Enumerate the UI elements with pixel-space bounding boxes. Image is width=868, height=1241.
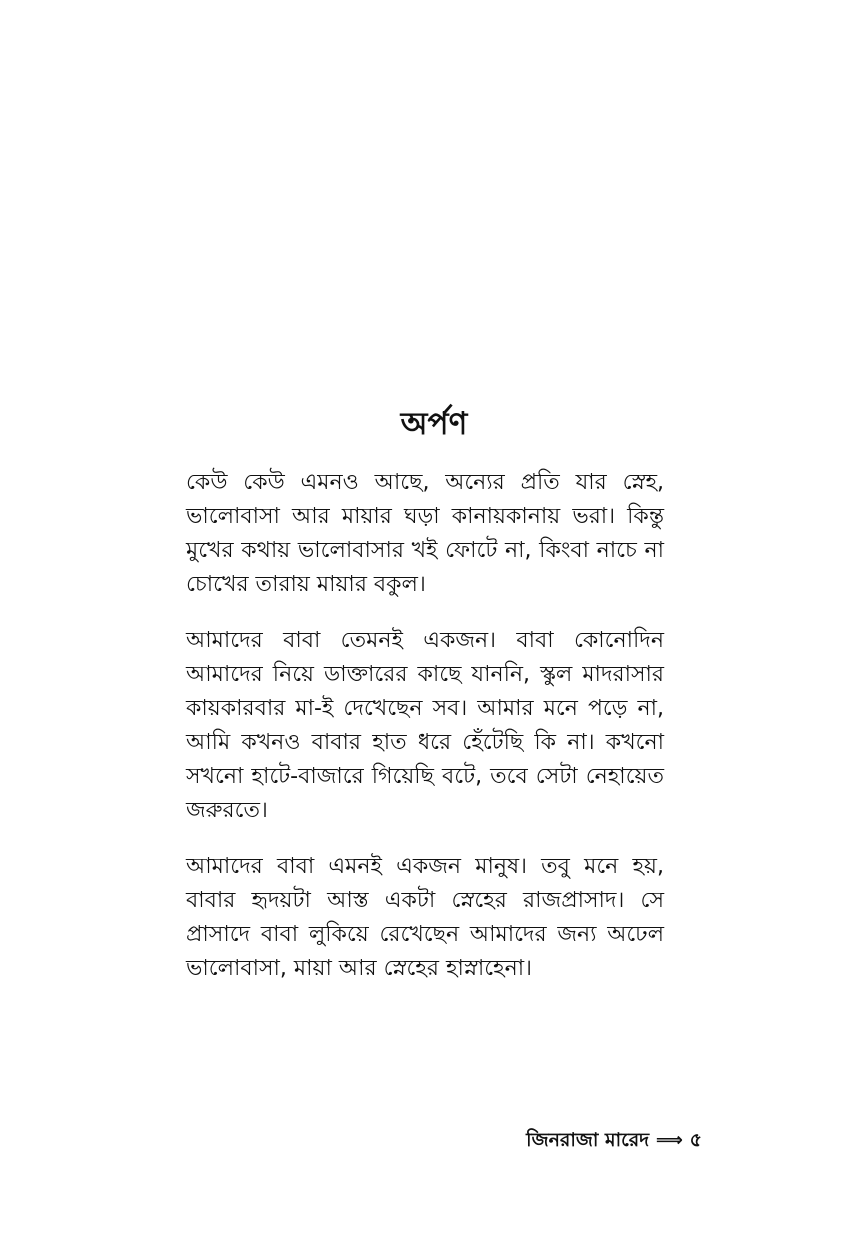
dedication-body xyxy=(186,466,664,1008)
page-number: ৫ xyxy=(689,1129,702,1151)
page-footer xyxy=(526,1126,702,1154)
paragraph-2: আমাদের বাবা তেমনই একজন। বাবা কোনোদিন আমাদের নিয়ে ডাক্তারের কাছে যাননি, স্কুল মাদরাসার কায়কারবার মা-ই দেখেছেন সব। আমার মনে পড়ে না, আমি কখনও বাবার হাত ধরে হেঁটেছি কি না। কখনো সখনো হাটে-বাজারে গিয়েছি বটে, তবে সেটা নেহায়েত জরুরতে। xyxy=(186,628,664,823)
paragraph-3: আমাদের বাবা এমনই একজন মানুষ। তবু মনে হয়, বাবার হৃদয়টা আস্ত একটা স্নেহের রাজপ্রাসাদ। সে প্রাসাদে বাবা লুকিয়ে রেখেছেন আমাদের জন্য অঢেল ভালোবাসা, মায়া আর স্নেহের হাস্নাহেনা। xyxy=(186,854,664,981)
footer-separator-icon: ⟹ xyxy=(655,1129,684,1151)
paragraph-1: কেউ কেউ এমনও আছে, অন্যের প্রতি যার স্নেহ, ভালোবাসা আর মায়ার ঘড়া কানায়কানায় ভরা। কিন্তু মুখের কথায় ভালোবাসার খই ফোটে না, কিংবা নাচে না চোখের তারায় মায়ার বকুল। xyxy=(186,470,664,597)
dedication-title: অর্পণ xyxy=(400,406,468,442)
running-head-book-title: জিনরাজা মারেদ xyxy=(526,1129,650,1151)
